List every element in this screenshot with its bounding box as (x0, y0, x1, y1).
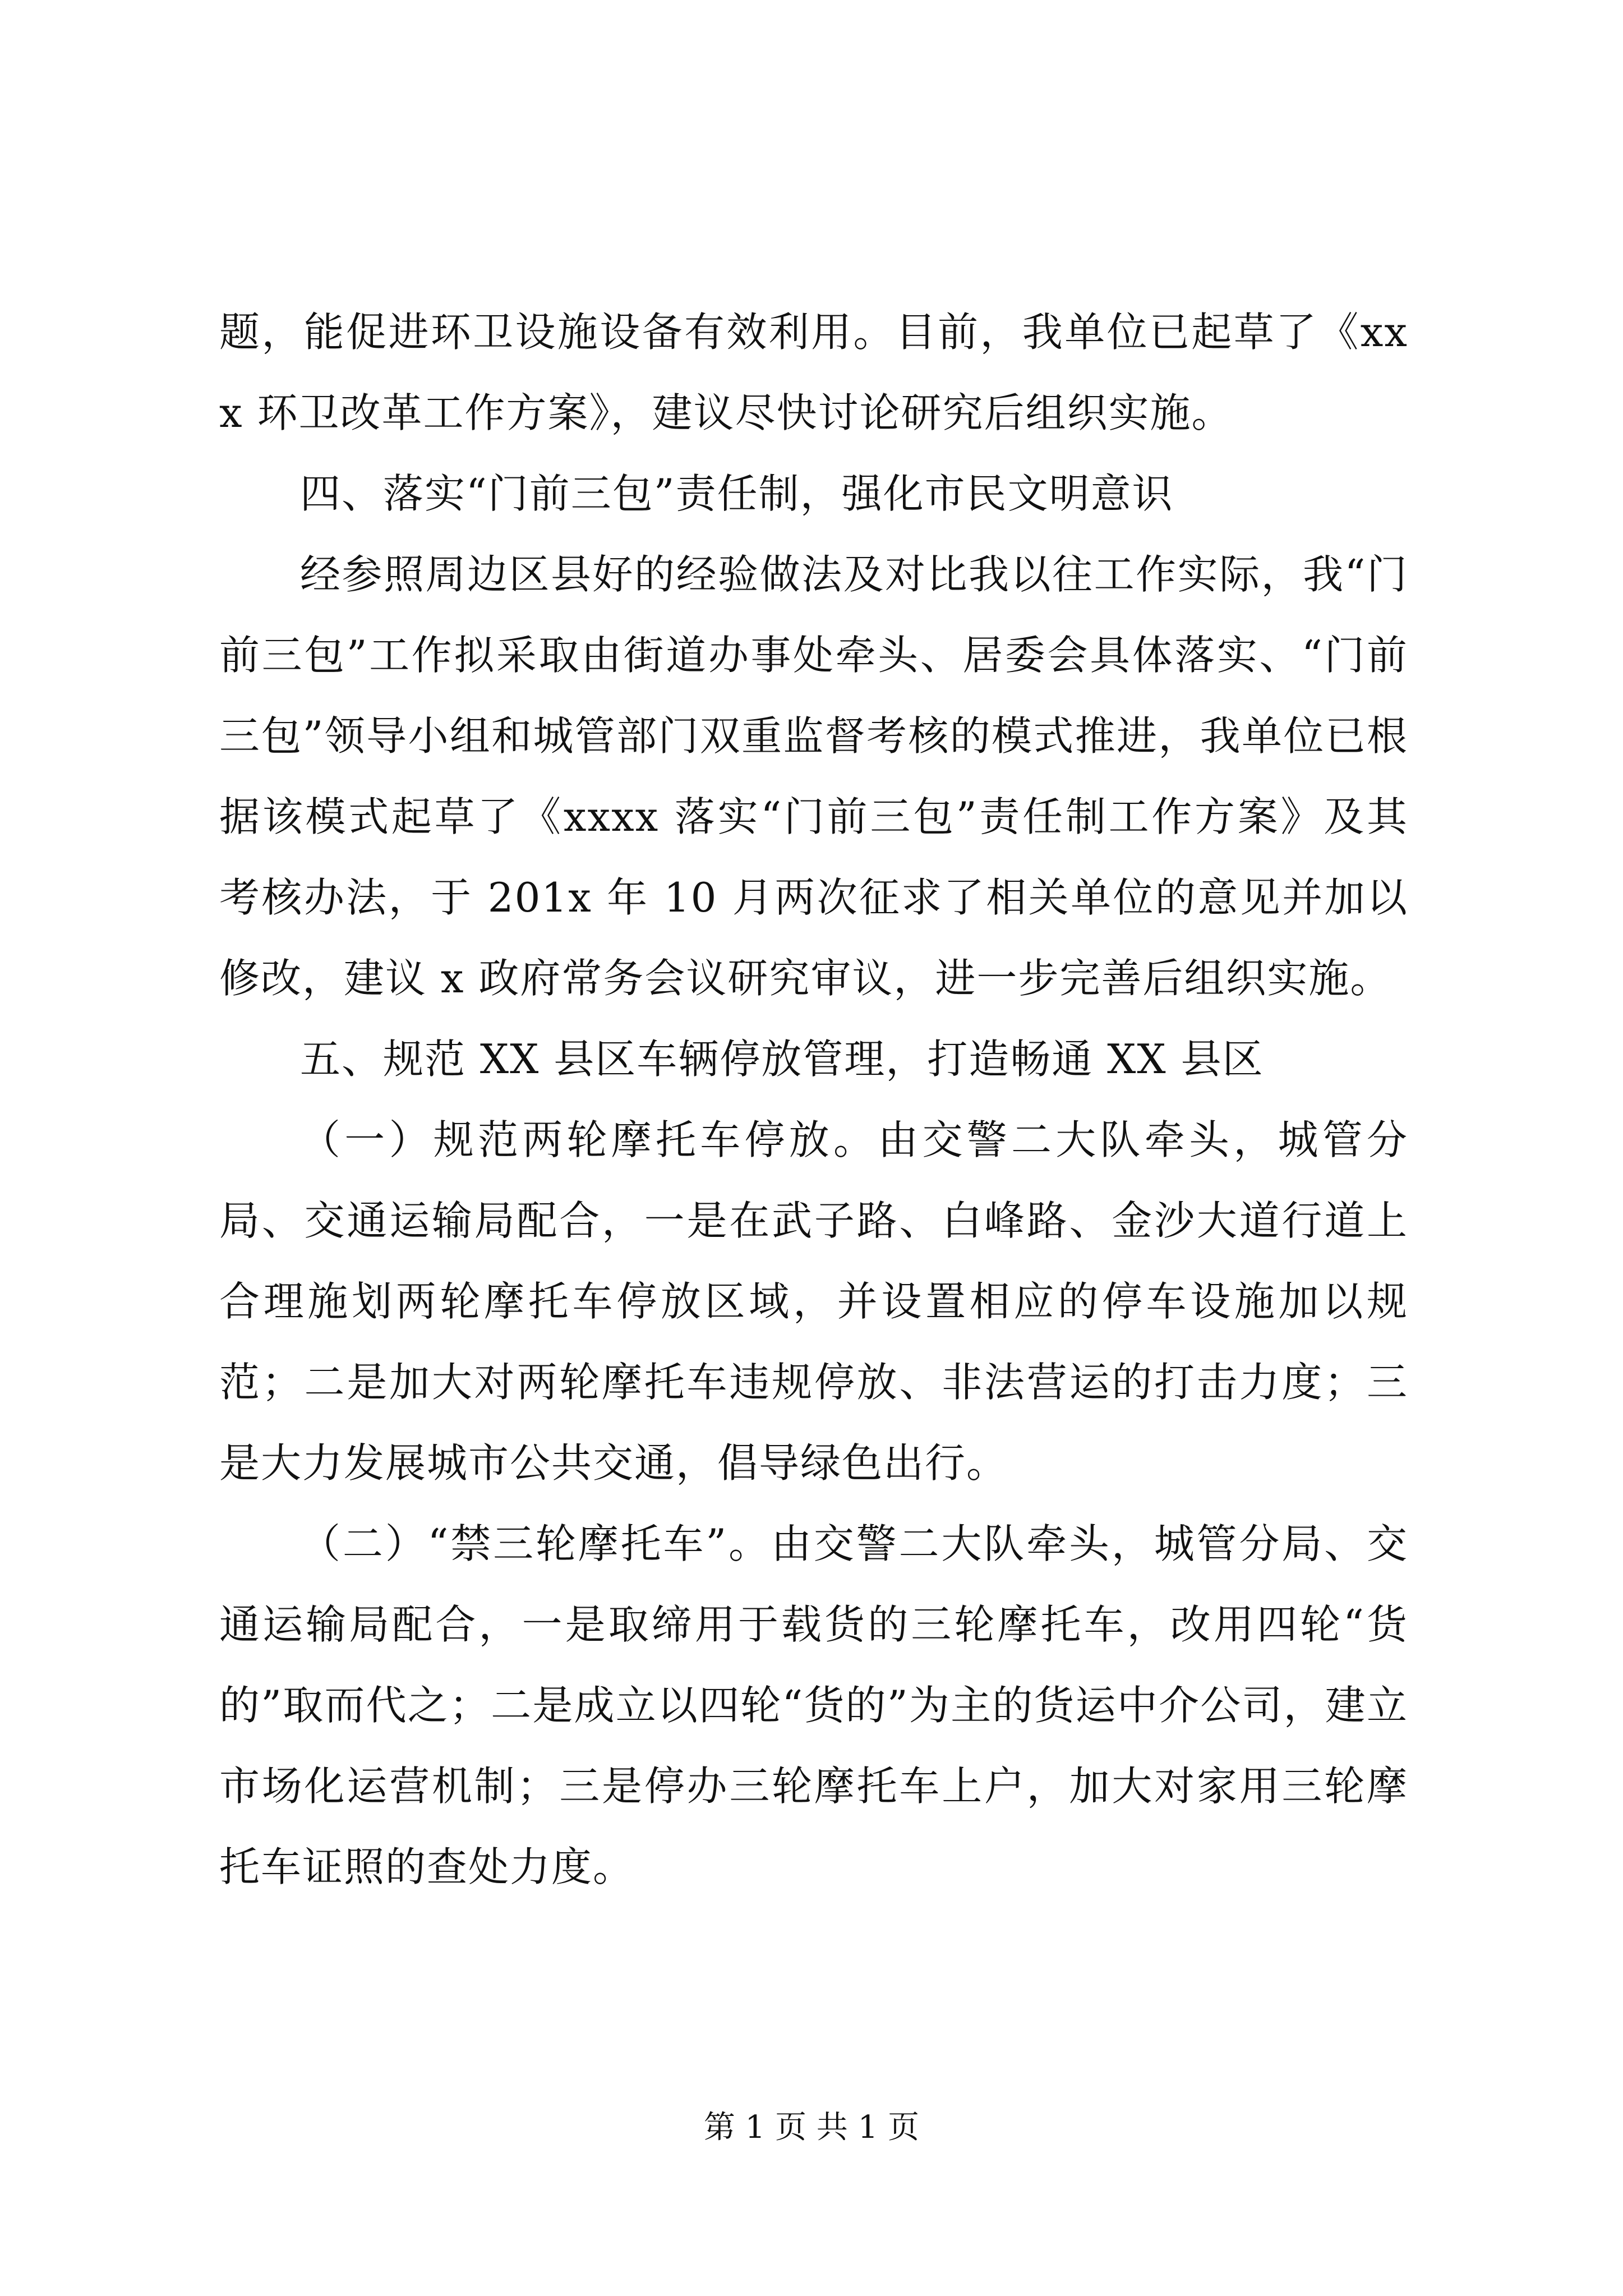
paragraph-subsection-1: （一）规范两轮摩托车停放。由交警二大队牵头，城管分局、交通运输局配合，一是在武子路、白峰路、金沙大道行道上合理施划两轮摩托车停放区域，并设置相应的停车设施加以规范；二是加大对两轮摩托车违规停放、非法营运的打击力度；三是大力发展城市公共交通，倡导绿色出行。 (219, 1116, 1408, 1487)
page-footer: 第 1 页 共 1 页 (703, 2109, 920, 2146)
section-heading-5: 五、规范 XX 县区车辆停放管理，打造畅通 XX 县区 (300, 1036, 1264, 1083)
paragraph-subsection-2: （二）“禁三轮摩托车”。由交警二大队牵头，城管分局、交通运输局配合，一是取缔用于载货的三轮摩托车，改用四轮“货的”取而代之；二是成立以四轮“货的”为主的货运中介公司，建立市场化运营机制；三是停办三轮摩托车上户，加大对家用三轮摩托车证照的查处力度。 (219, 1520, 1408, 1890)
document-body (219, 292, 1408, 1907)
paragraph-section-4-body: 经参照周边区县好的经验做法及对比我以往工作实际，我“门前三包”工作拟采取由街道办事处牵头、居委会具体落实、“门前三包”领导小组和城管部门双重监督考核的模式推进，我单位已根据该模式起草了《xxxx 落实“门前三包”责任制工作方案》及其考核办法，于 201x 年 10 月两次征求了相关单位的意见并加以修改，建议 x 政府常务会议研究审议，进一步完善后组织实施。 (219, 551, 1408, 1002)
section-heading-4: 四、落实“门前三包”责任制，强化市民文明意识 (300, 470, 1174, 517)
paragraph-continuation: 题，能促进环卫设施设备有效利用。目前，我单位已起草了《xxx 环卫改革工作方案》，建议尽快讨论研究后组织实施。 (219, 309, 1408, 436)
